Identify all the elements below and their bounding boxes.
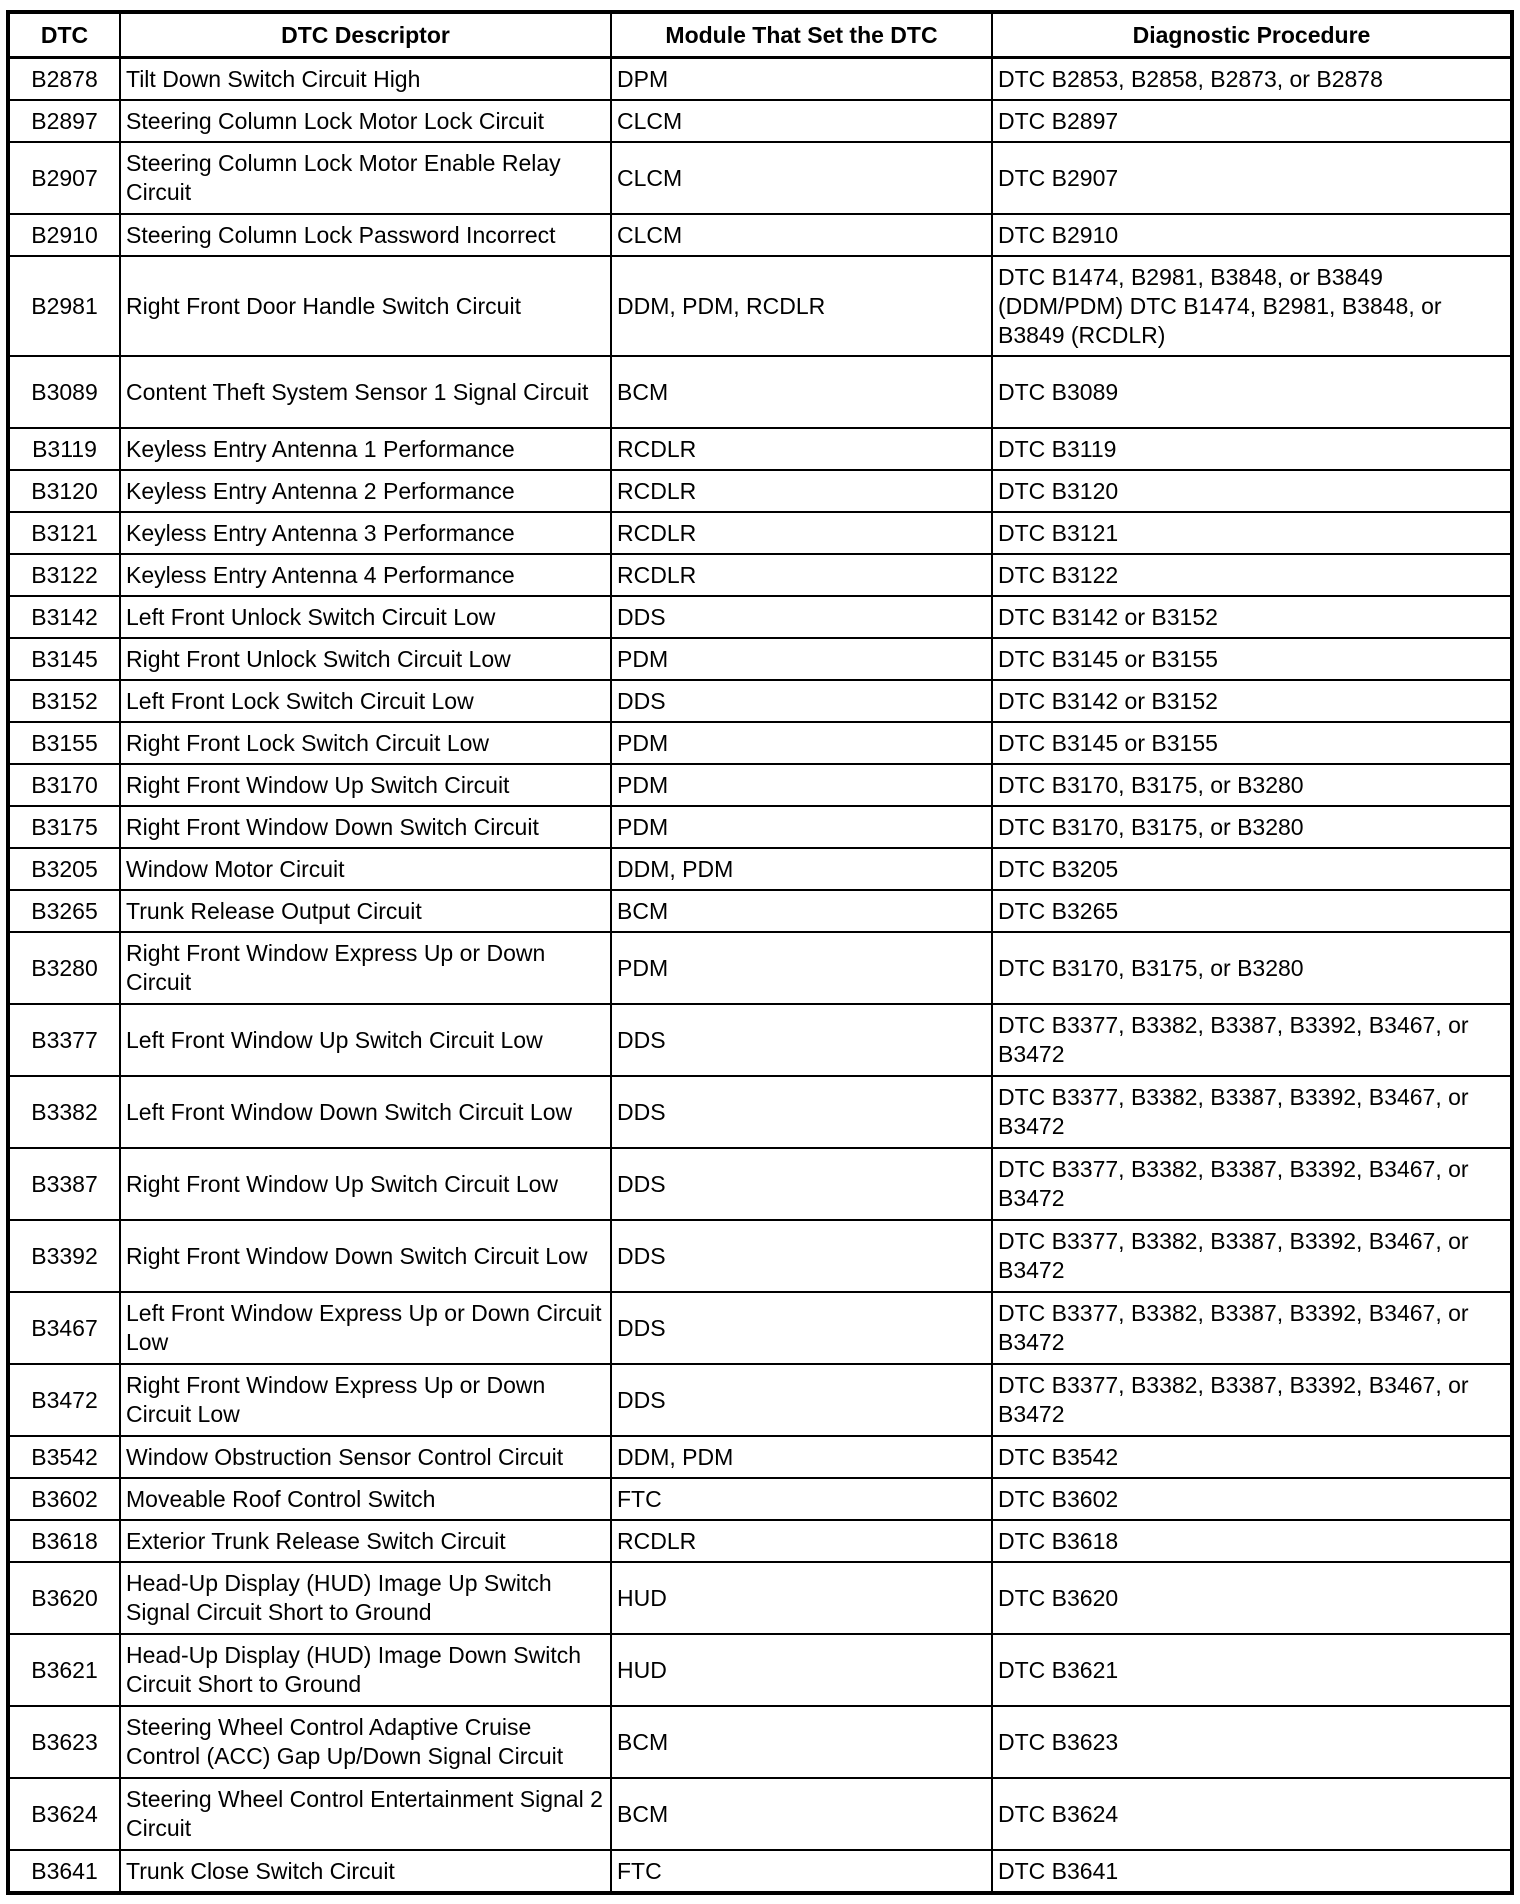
diagnostic-procedure: DTC B3623 bbox=[992, 1706, 1512, 1778]
table-row bbox=[8, 1436, 1512, 1478]
dtc-descriptor: Right Front Window Down Switch Circuit Low bbox=[120, 1220, 611, 1292]
module: CLCM bbox=[611, 142, 992, 214]
module: PDM bbox=[611, 638, 992, 680]
table-row bbox=[8, 142, 1512, 214]
diagnostic-procedure: DTC B3145 or B3155 bbox=[992, 722, 1512, 764]
dtc-code: B3467 bbox=[8, 1292, 120, 1364]
dtc-table bbox=[6, 10, 1514, 1895]
diagnostic-procedure: DTC B3170, B3175, or B3280 bbox=[992, 932, 1512, 1004]
module: DDS bbox=[611, 1292, 992, 1364]
diagnostic-procedure: DTC B3624 bbox=[992, 1778, 1512, 1850]
dtc-code: B3170 bbox=[8, 764, 120, 806]
table-row bbox=[8, 1562, 1512, 1634]
dtc-code: B3641 bbox=[8, 1850, 120, 1893]
diagnostic-procedure: DTC B3377, B3382, B3387, B3392, B3467, or B3472 bbox=[992, 1148, 1512, 1220]
dtc-descriptor: Window Motor Circuit bbox=[120, 848, 611, 890]
diagnostic-procedure: DTC B3089 bbox=[992, 356, 1512, 428]
diagnostic-procedure: DTC B3122 bbox=[992, 554, 1512, 596]
dtc-code: B3142 bbox=[8, 596, 120, 638]
module: HUD bbox=[611, 1634, 992, 1706]
dtc-descriptor: Head-Up Display (HUD) Image Down Switch Circuit Short to Ground bbox=[120, 1634, 611, 1706]
dtc-code: B3152 bbox=[8, 680, 120, 722]
diagnostic-procedure: DTC B3602 bbox=[992, 1478, 1512, 1520]
diagnostic-procedure: DTC B3377, B3382, B3387, B3392, B3467, or B3472 bbox=[992, 1220, 1512, 1292]
dtc-descriptor: Keyless Entry Antenna 1 Performance bbox=[120, 428, 611, 470]
module: DDS bbox=[611, 680, 992, 722]
module: FTC bbox=[611, 1478, 992, 1520]
diagnostic-procedure: DTC B3205 bbox=[992, 848, 1512, 890]
diagnostic-procedure: DTC B2897 bbox=[992, 100, 1512, 142]
header-row bbox=[8, 12, 1512, 58]
dtc-descriptor: Head-Up Display (HUD) Image Up Switch Signal Circuit Short to Ground bbox=[120, 1562, 611, 1634]
table-row bbox=[8, 722, 1512, 764]
dtc-code: B2907 bbox=[8, 142, 120, 214]
dtc-descriptor: Steering Column Lock Motor Lock Circuit bbox=[120, 100, 611, 142]
table-row bbox=[8, 1292, 1512, 1364]
module: RCDLR bbox=[611, 1520, 992, 1562]
dtc-code: B3382 bbox=[8, 1076, 120, 1148]
table-row bbox=[8, 1778, 1512, 1850]
dtc-descriptor: Right Front Door Handle Switch Circuit bbox=[120, 256, 611, 356]
dtc-code: B3121 bbox=[8, 512, 120, 554]
diagnostic-procedure: DTC B3377, B3382, B3387, B3392, B3467, or B3472 bbox=[992, 1076, 1512, 1148]
diagnostic-procedure: DTC B3377, B3382, B3387, B3392, B3467, or B3472 bbox=[992, 1364, 1512, 1436]
dtc-code: B3621 bbox=[8, 1634, 120, 1706]
diagnostic-procedure: DTC B2907 bbox=[992, 142, 1512, 214]
dtc-descriptor: Tilt Down Switch Circuit High bbox=[120, 58, 611, 101]
module: DDM, PDM, RCDLR bbox=[611, 256, 992, 356]
module: PDM bbox=[611, 806, 992, 848]
dtc-descriptor: Right Front Window Up Switch Circuit bbox=[120, 764, 611, 806]
module: DDS bbox=[611, 1364, 992, 1436]
table-row bbox=[8, 428, 1512, 470]
dtc-descriptor: Left Front Window Up Switch Circuit Low bbox=[120, 1004, 611, 1076]
module: DDM, PDM bbox=[611, 1436, 992, 1478]
table-row bbox=[8, 1478, 1512, 1520]
diagnostic-procedure: DTC B2910 bbox=[992, 214, 1512, 256]
diagnostic-procedure: DTC B3621 bbox=[992, 1634, 1512, 1706]
dtc-code: B2981 bbox=[8, 256, 120, 356]
dtc-descriptor: Right Front Window Express Up or Down Circuit Low bbox=[120, 1364, 611, 1436]
dtc-code: B3145 bbox=[8, 638, 120, 680]
module: PDM bbox=[611, 764, 992, 806]
diagnostic-procedure: DTC B3121 bbox=[992, 512, 1512, 554]
dtc-code: B3542 bbox=[8, 1436, 120, 1478]
dtc-code: B3265 bbox=[8, 890, 120, 932]
diagnostic-procedure: DTC B3618 bbox=[992, 1520, 1512, 1562]
dtc-code: B3620 bbox=[8, 1562, 120, 1634]
dtc-code: B3623 bbox=[8, 1706, 120, 1778]
diagnostic-procedure: DTC B3145 or B3155 bbox=[992, 638, 1512, 680]
header-procedure: Diagnostic Procedure bbox=[992, 12, 1512, 58]
diagnostic-procedure: DTC B3170, B3175, or B3280 bbox=[992, 764, 1512, 806]
module: DDS bbox=[611, 596, 992, 638]
table-row bbox=[8, 512, 1512, 554]
diagnostic-procedure: DTC B3620 bbox=[992, 1562, 1512, 1634]
table-row bbox=[8, 890, 1512, 932]
dtc-descriptor: Keyless Entry Antenna 3 Performance bbox=[120, 512, 611, 554]
dtc-code: B3120 bbox=[8, 470, 120, 512]
table-row bbox=[8, 1634, 1512, 1706]
module: HUD bbox=[611, 1562, 992, 1634]
dtc-code: B2878 bbox=[8, 58, 120, 101]
dtc-descriptor: Right Front Window Down Switch Circuit bbox=[120, 806, 611, 848]
table-row bbox=[8, 554, 1512, 596]
dtc-code: B3122 bbox=[8, 554, 120, 596]
diagnostic-procedure: DTC B1474, B2981, B3848, or B3849 (DDM/PDM) DTC B1474, B2981, B3848, or B3849 (RCDLR) bbox=[992, 256, 1512, 356]
dtc-descriptor: Right Front Unlock Switch Circuit Low bbox=[120, 638, 611, 680]
table-row bbox=[8, 1148, 1512, 1220]
dtc-code: B3392 bbox=[8, 1220, 120, 1292]
table-row bbox=[8, 100, 1512, 142]
table-row bbox=[8, 638, 1512, 680]
table-row bbox=[8, 356, 1512, 428]
module: CLCM bbox=[611, 214, 992, 256]
dtc-code: B3387 bbox=[8, 1148, 120, 1220]
dtc-code: B3472 bbox=[8, 1364, 120, 1436]
diagnostic-procedure: DTC B3142 or B3152 bbox=[992, 596, 1512, 638]
dtc-descriptor: Steering Column Lock Motor Enable Relay Circuit bbox=[120, 142, 611, 214]
dtc-descriptor: Keyless Entry Antenna 4 Performance bbox=[120, 554, 611, 596]
module: DDS bbox=[611, 1004, 992, 1076]
diagnostic-procedure: DTC B3120 bbox=[992, 470, 1512, 512]
module: BCM bbox=[611, 1706, 992, 1778]
module: DDS bbox=[611, 1220, 992, 1292]
module: RCDLR bbox=[611, 470, 992, 512]
dtc-code: B3280 bbox=[8, 932, 120, 1004]
module: DDS bbox=[611, 1076, 992, 1148]
dtc-code: B3624 bbox=[8, 1778, 120, 1850]
table-row bbox=[8, 1220, 1512, 1292]
dtc-code: B3119 bbox=[8, 428, 120, 470]
table-row bbox=[8, 848, 1512, 890]
dtc-code: B3155 bbox=[8, 722, 120, 764]
dtc-descriptor: Steering Column Lock Password Incorrect bbox=[120, 214, 611, 256]
diagnostic-procedure: DTC B3119 bbox=[992, 428, 1512, 470]
table-row bbox=[8, 58, 1512, 101]
header-descriptor: DTC Descriptor bbox=[120, 12, 611, 58]
header-dtc: DTC bbox=[8, 12, 120, 58]
dtc-descriptor: Content Theft System Sensor 1 Signal Circuit bbox=[120, 356, 611, 428]
dtc-descriptor: Steering Wheel Control Entertainment Signal 2 Circuit bbox=[120, 1778, 611, 1850]
table-row bbox=[8, 1706, 1512, 1778]
table-row bbox=[8, 806, 1512, 848]
diagnostic-procedure: DTC B2853, B2858, B2873, or B2878 bbox=[992, 58, 1512, 101]
table-row bbox=[8, 1520, 1512, 1562]
dtc-code: B2910 bbox=[8, 214, 120, 256]
table-row bbox=[8, 1850, 1512, 1893]
table-row bbox=[8, 1076, 1512, 1148]
diagnostic-procedure: DTC B3265 bbox=[992, 890, 1512, 932]
dtc-descriptor: Steering Wheel Control Adaptive Cruise Control (ACC) Gap Up/Down Signal Circuit bbox=[120, 1706, 611, 1778]
dtc-code: B3089 bbox=[8, 356, 120, 428]
dtc-descriptor: Trunk Close Switch Circuit bbox=[120, 1850, 611, 1893]
table-row bbox=[8, 214, 1512, 256]
table-row bbox=[8, 932, 1512, 1004]
table-row bbox=[8, 1364, 1512, 1436]
diagnostic-procedure: DTC B3170, B3175, or B3280 bbox=[992, 806, 1512, 848]
diagnostic-procedure: DTC B3142 or B3152 bbox=[992, 680, 1512, 722]
dtc-descriptor: Moveable Roof Control Switch bbox=[120, 1478, 611, 1520]
dtc-code: B3377 bbox=[8, 1004, 120, 1076]
module: DDM, PDM bbox=[611, 848, 992, 890]
module: RCDLR bbox=[611, 554, 992, 596]
module: DDS bbox=[611, 1148, 992, 1220]
dtc-descriptor: Left Front Lock Switch Circuit Low bbox=[120, 680, 611, 722]
module: PDM bbox=[611, 722, 992, 764]
dtc-code: B3618 bbox=[8, 1520, 120, 1562]
dtc-descriptor: Left Front Window Down Switch Circuit Low bbox=[120, 1076, 611, 1148]
dtc-code: B3602 bbox=[8, 1478, 120, 1520]
module: BCM bbox=[611, 890, 992, 932]
table-row bbox=[8, 764, 1512, 806]
table-row bbox=[8, 256, 1512, 356]
diagnostic-procedure: DTC B3377, B3382, B3387, B3392, B3467, or B3472 bbox=[992, 1292, 1512, 1364]
table-row bbox=[8, 596, 1512, 638]
dtc-descriptor: Right Front Lock Switch Circuit Low bbox=[120, 722, 611, 764]
dtc-descriptor: Left Front Window Express Up or Down Circuit Low bbox=[120, 1292, 611, 1364]
dtc-code: B2897 bbox=[8, 100, 120, 142]
header-module: Module That Set the DTC bbox=[611, 12, 992, 58]
module: CLCM bbox=[611, 100, 992, 142]
table-row bbox=[8, 1004, 1512, 1076]
dtc-code: B3205 bbox=[8, 848, 120, 890]
dtc-descriptor: Window Obstruction Sensor Control Circuit bbox=[120, 1436, 611, 1478]
dtc-descriptor: Right Front Window Up Switch Circuit Low bbox=[120, 1148, 611, 1220]
module: BCM bbox=[611, 1778, 992, 1850]
module: RCDLR bbox=[611, 428, 992, 470]
dtc-code: B3175 bbox=[8, 806, 120, 848]
dtc-descriptor: Exterior Trunk Release Switch Circuit bbox=[120, 1520, 611, 1562]
diagnostic-procedure: DTC B3377, B3382, B3387, B3392, B3467, or B3472 bbox=[992, 1004, 1512, 1076]
module: FTC bbox=[611, 1850, 992, 1893]
table-row bbox=[8, 680, 1512, 722]
module: DPM bbox=[611, 58, 992, 101]
diagnostic-procedure: DTC B3641 bbox=[992, 1850, 1512, 1893]
dtc-descriptor: Left Front Unlock Switch Circuit Low bbox=[120, 596, 611, 638]
table-row bbox=[8, 470, 1512, 512]
dtc-descriptor: Trunk Release Output Circuit bbox=[120, 890, 611, 932]
module: RCDLR bbox=[611, 512, 992, 554]
diagnostic-procedure: DTC B3542 bbox=[992, 1436, 1512, 1478]
dtc-descriptor: Keyless Entry Antenna 2 Performance bbox=[120, 470, 611, 512]
dtc-descriptor: Right Front Window Express Up or Down Circuit bbox=[120, 932, 611, 1004]
module: BCM bbox=[611, 356, 992, 428]
module: PDM bbox=[611, 932, 992, 1004]
